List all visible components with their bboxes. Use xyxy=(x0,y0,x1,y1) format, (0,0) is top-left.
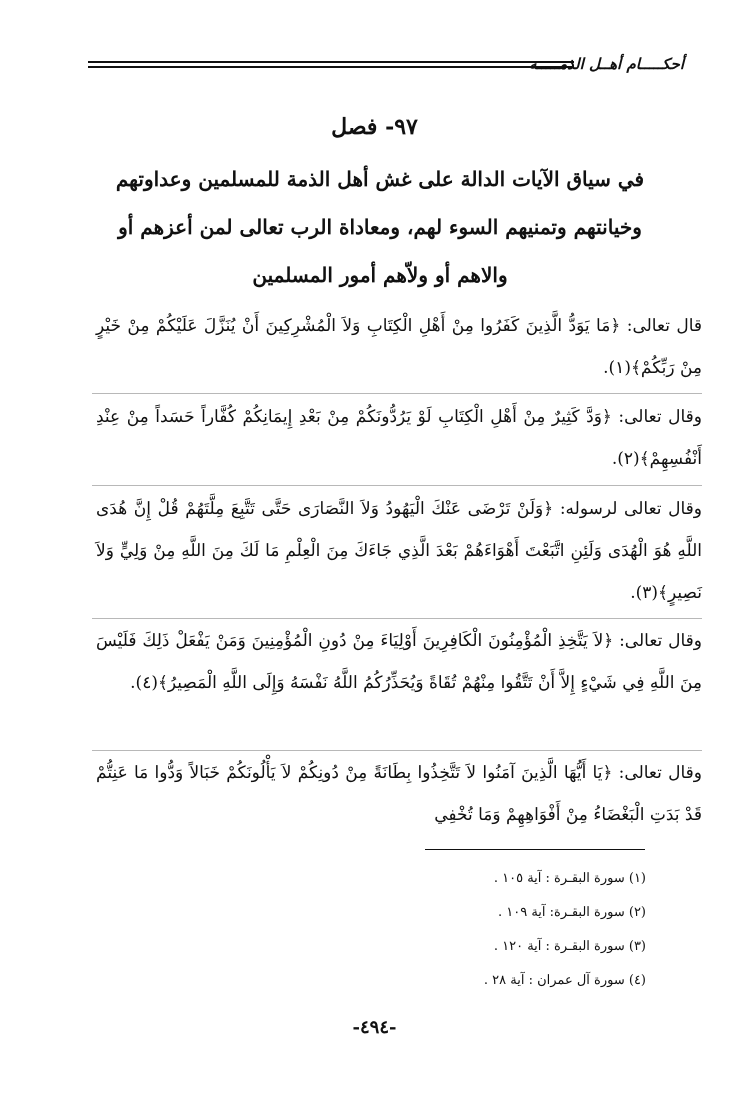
footnote-item: (٢) سورة البقـرة: آية ١٠٩ . xyxy=(497,905,646,920)
chapter-title: في سياق الآيات الدالة على غش أهل الذمة للمسلمين وعداوتهم وخيانتهم وتمنيهم السوء لهم، ومعاداة الرب تعالى لمن أعزهم أو والاهم أو ولاّهم أمور المسلمين xyxy=(115,167,645,287)
header-double-rule-top xyxy=(88,61,574,63)
paragraph-lead: قال تعالى: xyxy=(620,316,702,336)
page-number: -٤٩٤- xyxy=(352,1017,397,1038)
quran-verse: ﴿لاَ يَتَّخِذِ الْمُؤْمِنُونَ الْكَافِرِينَ أَوْلِيَاءَ مِنْ دُونِ الْمُؤْمِنِينَ وَمَنْ يَفْعَلْ ذَلِكَ فَلَيْسَ مِنَ اللَّهِ فِي شَيْءٍ إِلاَّ أَنْ تَتَّقُوا مِنْهُمْ تُقَاةً وَيُحَذِّرُكُمُ اللَّهُ نَفْسَهُ وَإِلَى اللَّهِ الْمَصِيرُ﴾(٤). xyxy=(96,631,702,693)
footnote-rule xyxy=(425,849,645,850)
footnote-item: (٤) سورة آل عمران : آية ٢٨ . xyxy=(483,973,646,988)
header-double-rule-bottom xyxy=(88,66,574,68)
paragraph-lead: وقال تعالى: xyxy=(613,631,702,651)
paragraph-divider xyxy=(92,618,702,619)
paragraph-lead: وقال تعالى: xyxy=(611,407,702,427)
running-header xyxy=(88,55,684,75)
quran-verse: ﴿مَا يَوَدُّ الَّذِينَ كَفَرُوا مِنْ أَهْلِ الْكِتَابِ وَلاَ الْمُشْرِكِينَ أَنْ يُنَزَّلَ عَلَيْكُمْ مِنْ خَيْرٍ مِنْ رَبِّكُمْ﴾(١). xyxy=(96,316,702,378)
footnote-item: (٣) سورة البقـرة : آية ١٢٠ . xyxy=(493,939,646,954)
paragraph-divider xyxy=(92,393,702,394)
paragraph-3 xyxy=(96,488,702,614)
quran-verse: ﴿يَا أَيُّهَا الَّذِينَ آمَنُوا لاَ تَتَّخِذُوا بِطَانَةً مِنْ دُونِكُمْ لاَ يَأْلُونَكُمْ خَبَالاً وَدُّوا مَا عَنِتُّمْ قَدْ بَدَتِ الْبَغْضَاءُ مِنْ أَفْوَاهِهِمْ وَمَا تُخْفِي xyxy=(96,763,702,825)
quran-verse: ﴿وَدَّ كَثِيرٌ مِنْ أَهْلِ الْكِتَابِ لَوْ يَرُدُّونَكُمْ مِنْ بَعْدِ إِيمَانِكُمْ كُفَّاراً حَسَداً مِنْ عِنْدِ أَنْفُسِهِمْ﴾(٢). xyxy=(96,407,702,469)
paragraph-2 xyxy=(96,396,702,480)
paragraph-divider xyxy=(92,485,702,486)
paragraph-lead: وقال تعالى: xyxy=(612,763,702,783)
footnotes xyxy=(300,862,646,998)
chapter-heading: ٩٧- فصل xyxy=(331,114,418,140)
paragraph-5 xyxy=(96,752,702,836)
quran-verse: ﴿وَلَنْ تَرْضَى عَنْكَ الْيَهُودُ وَلاَ النَّصَارَى حَتَّى تَتَّبِعَ مِلَّتَهُمْ قُلْ إِنَّ هُدَى اللَّهِ هُوَ الْهُدَى وَلَئِنِ اتَّبَعْتَ أَهْوَاءَهُمْ بَعْدَ الَّذِي جَاءَكَ مِنَ الْعِلْمِ مَا لَكَ مِنَ اللَّهِ مِنْ وَلِيٍّ وَلاَ نَصِيرٍ﴾(٣). xyxy=(96,499,702,603)
paragraph-lead: وقال تعالى لرسوله: xyxy=(553,499,702,519)
footnote-item: (١) سورة البقـرة : آية ١٠٥ . xyxy=(493,871,646,886)
running-title: أحكـــــام أهــل الذمـــــة xyxy=(529,55,684,73)
paragraph-1 xyxy=(96,305,702,389)
paragraph-4 xyxy=(96,620,702,704)
paragraph-divider xyxy=(92,750,702,751)
